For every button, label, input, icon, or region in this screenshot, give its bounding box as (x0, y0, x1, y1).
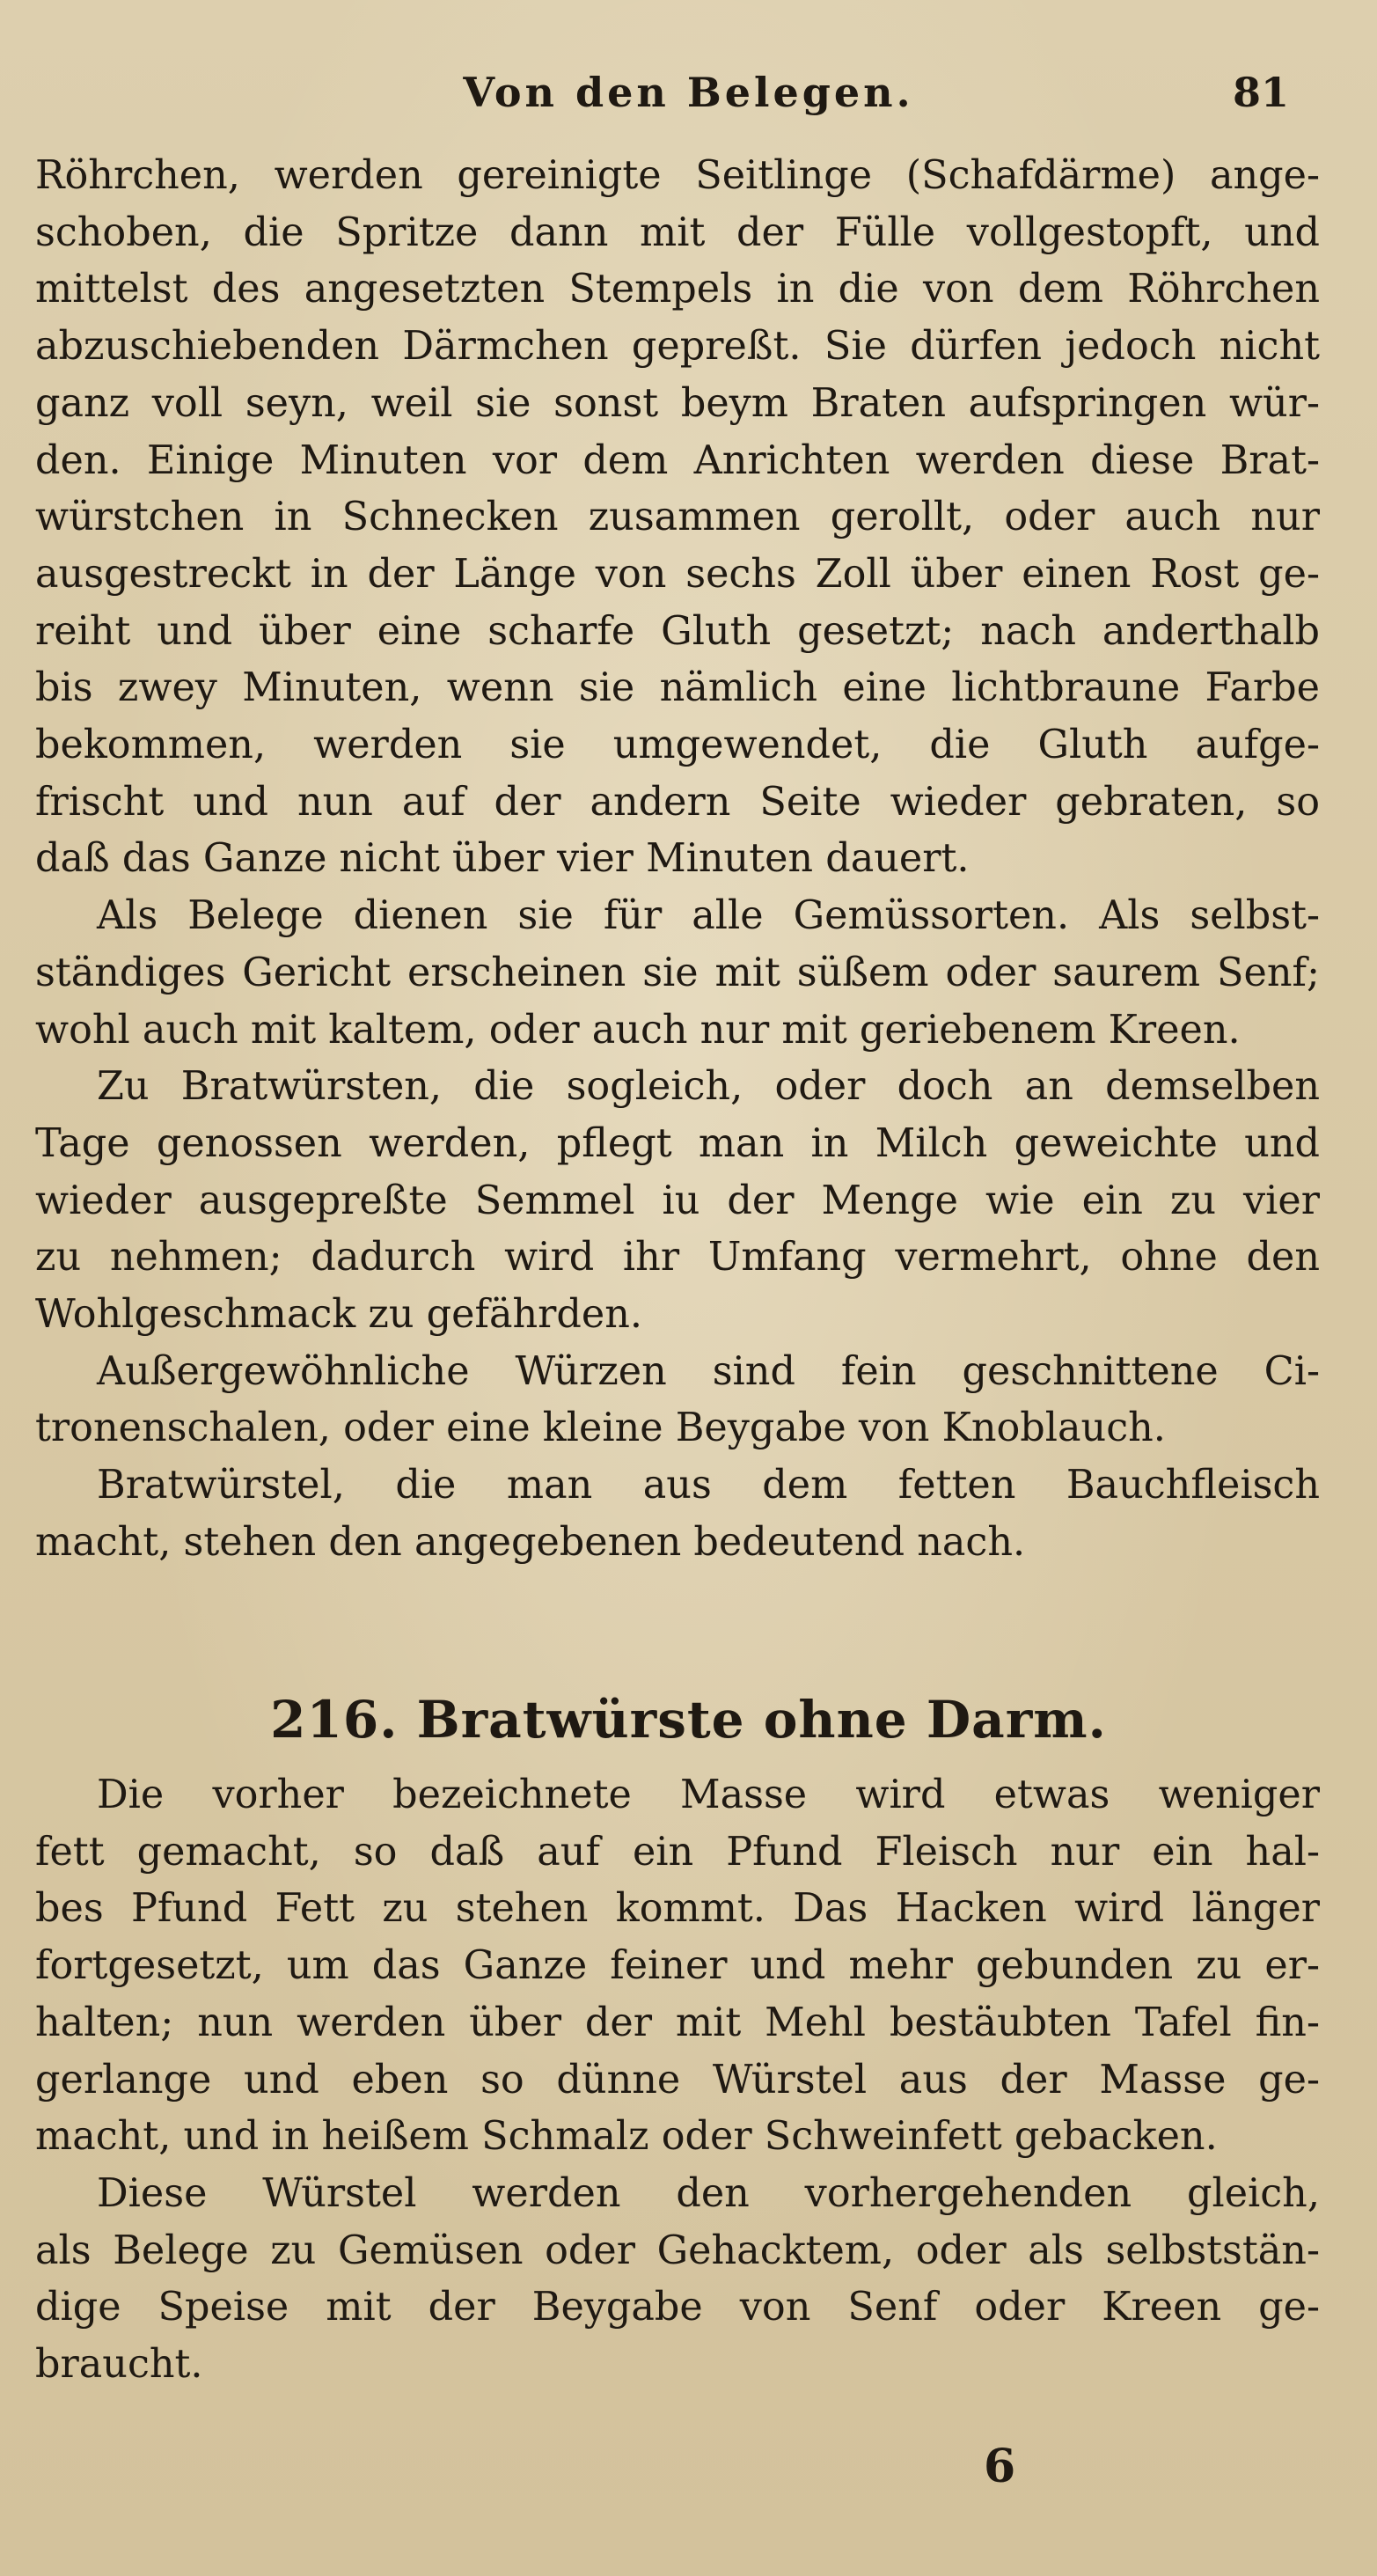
text-line: macht, und in heißem Schmalz oder Schweinfett gebacken. (35, 2114, 1218, 2160)
text-line: bes Pfund Fett zu stehen kommt. Das Hacken wird länger (35, 1886, 1320, 1932)
text-line: Tage genossen werden, pflegt man in Milch geweichte und (35, 1120, 1320, 1166)
text-line: fortgesetzt, um das Ganze feiner und mehr gebunden zu er- (35, 1943, 1320, 1989)
text-line: macht, stehen den angegebenen bedeutend nach. (35, 1519, 1026, 1565)
text-line: ganz voll seyn, weil sie sonst beym Braten aufspringen wür- (35, 380, 1320, 426)
signature-mark: 6 (984, 2440, 1016, 2493)
text-line: Wohlgeschmack zu gefährden. (35, 1292, 643, 1338)
text-line: halten; nun werden über der mit Mehl bestäubten Tafel fin- (35, 2000, 1320, 2045)
body-text-part-2 (35, 1767, 1320, 2394)
text-line: Diese Würstel werden den vorhergehenden gleich, (97, 2170, 1320, 2216)
text-line: dige Speise mit der Beygabe von Senf oder Kreen ge- (35, 2285, 1320, 2330)
text-line: tronenschalen, oder eine kleine Beygabe von Knoblauch. (35, 1405, 1166, 1451)
text-line: schoben, die Spritze dann mit der Fülle vollgestopft, und (35, 209, 1320, 255)
section-heading: 216. Bratwürste ohne Darm. (270, 1690, 1107, 1750)
text-line: bis zwey Minuten, wenn sie nämlich eine lichtbraune Farbe (35, 665, 1320, 711)
text-line: den. Einige Minuten vor dem Anrichten werden diese Brat- (35, 437, 1320, 483)
text-line: ausgestreckt in der Länge von sechs Zoll über einen Rost ge- (35, 551, 1320, 597)
running-head (0, 69, 1377, 130)
text-line: als Belege zu Gemüsen oder Gehacktem, oder als selbststän- (35, 2227, 1320, 2273)
text-line: frischt und nun auf der andern Seite wieder gebraten, so (35, 779, 1320, 825)
text-line: Bratwürstel, die man aus dem fetten Bauchfleisch (97, 1463, 1320, 1508)
text-line: wieder ausgepreßte Semmel iu der Menge wie ein zu vier (35, 1178, 1320, 1223)
text-line: mittelst des angesetzten Stempels in die von dem Röhrchen (35, 267, 1320, 312)
text-line: würstchen in Schnecken zusammen gerollt, oder auch nur (35, 495, 1320, 540)
text-line: braucht. (35, 2342, 203, 2388)
text-line: Zu Bratwürsten, die sogleich, oder doch an demselben (97, 1064, 1320, 1110)
text-line: zu nehmen; dadurch wird ihr Umfang vermehrt, ohne den (35, 1235, 1320, 1281)
text-line: reiht und über eine scharfe Gluth gesetzt; nach anderthalb (35, 608, 1320, 654)
text-line: Röhrchen, werden gereinigte Seitlinge (Schafdärme) ange- (35, 153, 1320, 198)
text-line: bekommen, werden sie umgewendet, die Gluth aufge- (35, 723, 1320, 768)
text-line: Als Belege dienen sie für alle Gemüssorten. Als selbst- (97, 893, 1320, 939)
running-title: Von den Belegen. (463, 69, 914, 116)
page-number: 81 (1232, 69, 1289, 116)
text-line: fett gemacht, so daß auf ein Pfund Fleisch nur ein hal- (35, 1829, 1320, 1875)
text-line: wohl auch mit kaltem, oder auch nur mit geriebenem Kreen. (35, 1007, 1241, 1053)
text-line: Außergewöhnliche Würzen sind fein geschnittene Ci- (97, 1348, 1320, 1394)
text-line: daß das Ganze nicht über vier Minuten dauert. (35, 836, 970, 882)
text-line: gerlange und eben so dünne Würstel aus der Masse ge- (35, 2057, 1320, 2103)
text-line: Die vorher bezeichnete Masse wird etwas weniger (97, 1772, 1320, 1817)
text-line: abzuschiebenden Därmchen gepreßt. Sie dürfen jedoch nicht (35, 324, 1320, 370)
body-text-part-1 (35, 148, 1320, 1572)
text-line: ständiges Gericht erscheinen sie mit süßem oder saurem Senf; (35, 950, 1320, 995)
